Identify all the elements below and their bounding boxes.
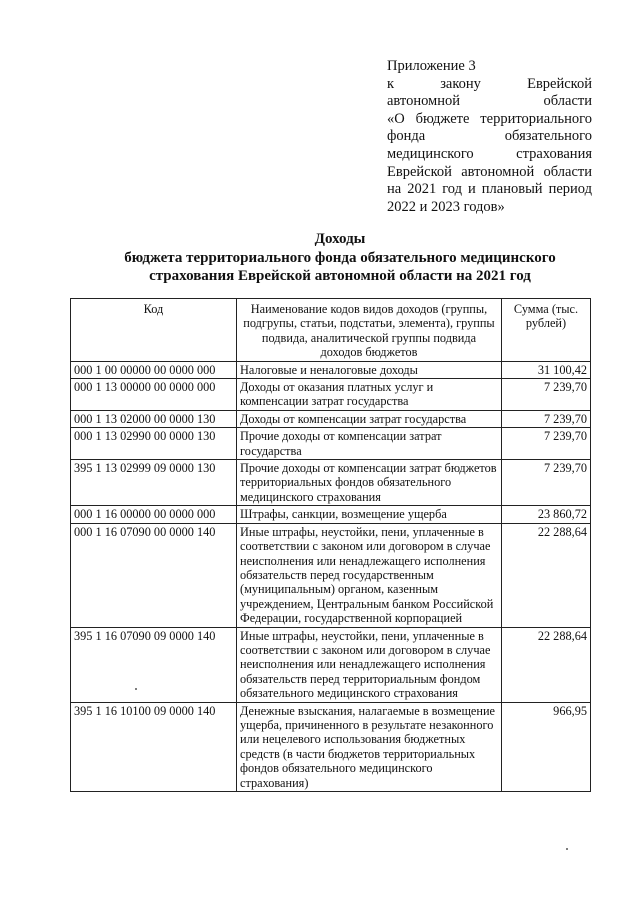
row-code: 395 1 13 02999 09 0000 130 — [71, 460, 237, 506]
row-sum: 966,95 — [502, 702, 591, 791]
scan-speck — [135, 688, 137, 690]
row-name: Прочие доходы от компенсации затрат государства — [237, 428, 502, 460]
table-header-row — [71, 299, 591, 362]
row-name: Прочие доходы от компенсации затрат бюджетов территориальных фондов обязательного медицинского страхования — [237, 460, 502, 506]
row-name: Денежные взыскания, налагаемые в возмещение ущерба, причиненного в результате незаконного или нецелевого использования бюджетных средств (в части бюджетов территориальных фондов обязательного медицинского страхования) — [237, 702, 502, 791]
row-name: Штрафы, санкции, возмещение ущерба — [237, 506, 502, 523]
doc-subtitle-line-1: бюджета территориального фонда обязательного медицинского — [124, 250, 556, 266]
row-name: Доходы от компенсации затрат государства — [237, 410, 502, 427]
row-sum: 7 239,70 — [502, 460, 591, 506]
row-code: 395 1 16 07090 09 0000 140 — [71, 627, 237, 702]
row-code: 000 1 13 00000 00 0000 000 — [71, 379, 237, 411]
appendix-line: к закону Еврейской — [387, 75, 592, 92]
row-code: 000 1 13 02000 00 0000 130 — [71, 410, 237, 427]
row-sum: 22 288,64 — [502, 627, 591, 702]
row-name: Доходы от оказания платных услуг и компенсации затрат государства — [237, 379, 502, 411]
table-row — [71, 428, 591, 460]
row-sum: 23 860,72 — [502, 506, 591, 523]
table-row — [71, 506, 591, 523]
row-code: 000 1 00 00000 00 0000 000 — [71, 361, 237, 378]
row-code: 395 1 16 10100 09 0000 140 — [71, 702, 237, 791]
income-table — [70, 298, 591, 792]
table-row — [71, 523, 591, 627]
appendix-line: автономной области — [387, 93, 592, 110]
row-code: 000 1 16 07090 00 0000 140 — [71, 523, 237, 627]
table-row — [71, 460, 591, 506]
header-sum: Сумма (тыс. рублей) — [502, 299, 591, 362]
appendix-line: 2022 и 2023 годов» — [387, 198, 505, 215]
row-name: Налоговые и неналоговые доходы — [237, 361, 502, 378]
scan-speck — [566, 848, 568, 850]
row-sum: 7 239,70 — [502, 379, 591, 411]
doc-title: Доходы — [314, 231, 366, 247]
doc-subtitle-line-2: страхования Еврейской автономной области на 2021 год — [149, 268, 531, 284]
table-row — [71, 410, 591, 427]
appendix-line: на 2021 год и плановый период — [387, 181, 592, 198]
header-name: Наименование кодов видов доходов (группы, подгрупы, статьи, подстатьи, элемента), группы подвида, аналитической группы подвида доходов бюджетов — [237, 299, 502, 362]
row-code: 000 1 16 00000 00 0000 000 — [71, 506, 237, 523]
appendix-line: медицинского страхования — [387, 145, 592, 162]
row-sum: 7 239,70 — [502, 410, 591, 427]
table-row — [71, 702, 591, 791]
appendix-line: Еврейской автономной области — [387, 163, 592, 180]
row-sum: 31 100,42 — [502, 361, 591, 378]
table-row — [71, 627, 591, 702]
appendix-line: фонда обязательного — [387, 128, 592, 145]
appendix-line: Приложение 3 — [387, 58, 476, 74]
row-sum: 22 288,64 — [502, 523, 591, 627]
appendix-block — [387, 58, 592, 216]
table-row — [71, 361, 591, 378]
row-code: 000 1 13 02990 00 0000 130 — [71, 428, 237, 460]
row-sum: 7 239,70 — [502, 428, 591, 460]
row-name: Иные штрафы, неустойки, пени, уплаченные в соответствии с законом или договором в случае неисполнения или ненадлежащего исполнения обязательств перед территориальным фондом обязательного медицинского страхования — [237, 627, 502, 702]
appendix-line: «О бюджете территориального — [387, 110, 592, 127]
row-name: Иные штрафы, неустойки, пени, уплаченные в соответствии с законом или договором в случае неисполнения или ненадлежащего исполнения обязательств перед государственным (муниципальным) органом, казенным учреждением, Центральным банком Российской Федерации, государственной корпорацией — [237, 523, 502, 627]
table-row — [71, 379, 591, 411]
header-code: Код — [71, 299, 237, 362]
